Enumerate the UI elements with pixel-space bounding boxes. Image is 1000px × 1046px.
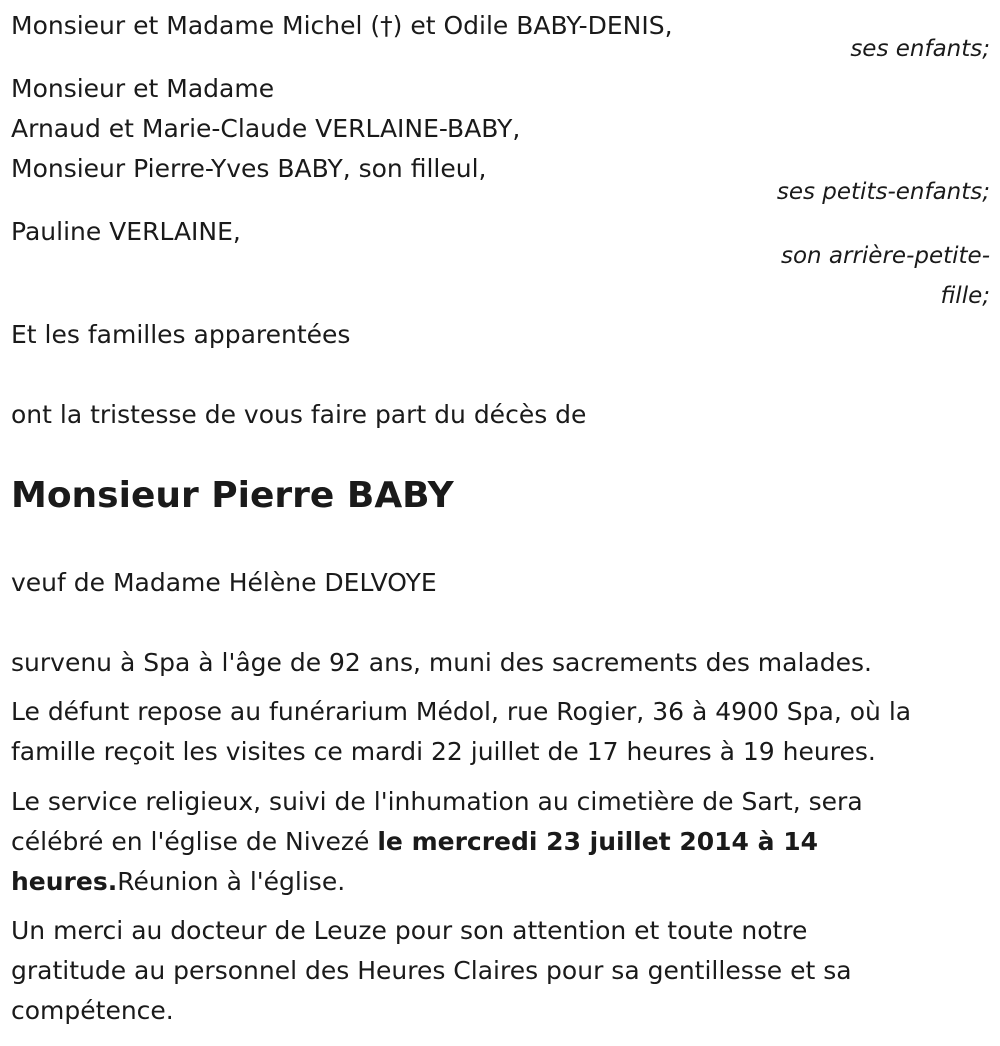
great-grandchild-role-line-1: son arrière-petite-	[780, 243, 990, 269]
thanks-line-1: Un merci au docteur de Leuze pour son attention et toute notre	[11, 916, 808, 945]
related-families: Et les familles apparentées	[11, 320, 351, 349]
widower-line: veuf de Madame Hélène DELVOYE	[11, 568, 437, 597]
grandchildren-line-1: Monsieur et Madame	[11, 74, 275, 103]
grandchildren-line-2: Arnaud et Marie-Claude VERLAINE-BABY,	[11, 114, 521, 143]
service-time: heures.	[11, 867, 118, 896]
great-grandchild-name: Pauline VERLAINE,	[11, 217, 241, 246]
sorrow-line: ont la tristesse de vous faire part du décès de	[11, 400, 587, 429]
thanks-line-2: gratitude au personnel des Heures Claires pour sa gentillesse et sa	[11, 956, 852, 985]
service-line-1: Le service religieux, suivi de l'inhumation au cimetière de Sart, sera	[11, 787, 863, 816]
service-line-2-text: célébré en l'église de Nivezé	[11, 827, 378, 856]
thanks-line-3: compétence.	[11, 996, 174, 1025]
service-date: le mercredi 23 juillet 2014 à 14	[377, 827, 819, 856]
deceased-name: Monsieur Pierre BABY	[11, 475, 454, 516]
age-line: survenu à Spa à l'âge de 92 ans, muni des sacrements des malades.	[11, 648, 872, 677]
service-line-3	[11, 862, 345, 902]
children-role: ses enfants;	[850, 36, 990, 62]
rest-line-2: famille reçoit les visites ce mardi 22 juillet de 17 heures à 19 heures.	[11, 737, 876, 766]
service-end: Réunion à l'église.	[117, 867, 346, 896]
grandchildren-line-3: Monsieur Pierre-Yves BABY, son filleul,	[11, 154, 487, 183]
rest-line-1: Le défunt repose au funérarium Médol, rue Rogier, 36 à 4900 Spa, où la	[11, 697, 912, 726]
great-grandchild-role-line-2: fille;	[940, 283, 990, 309]
children-names: Monsieur et Madame Michel (†) et Odile BABY-DENIS,	[11, 11, 673, 40]
service-line-2	[11, 822, 818, 862]
grandchildren-role: ses petits-enfants;	[776, 179, 990, 205]
